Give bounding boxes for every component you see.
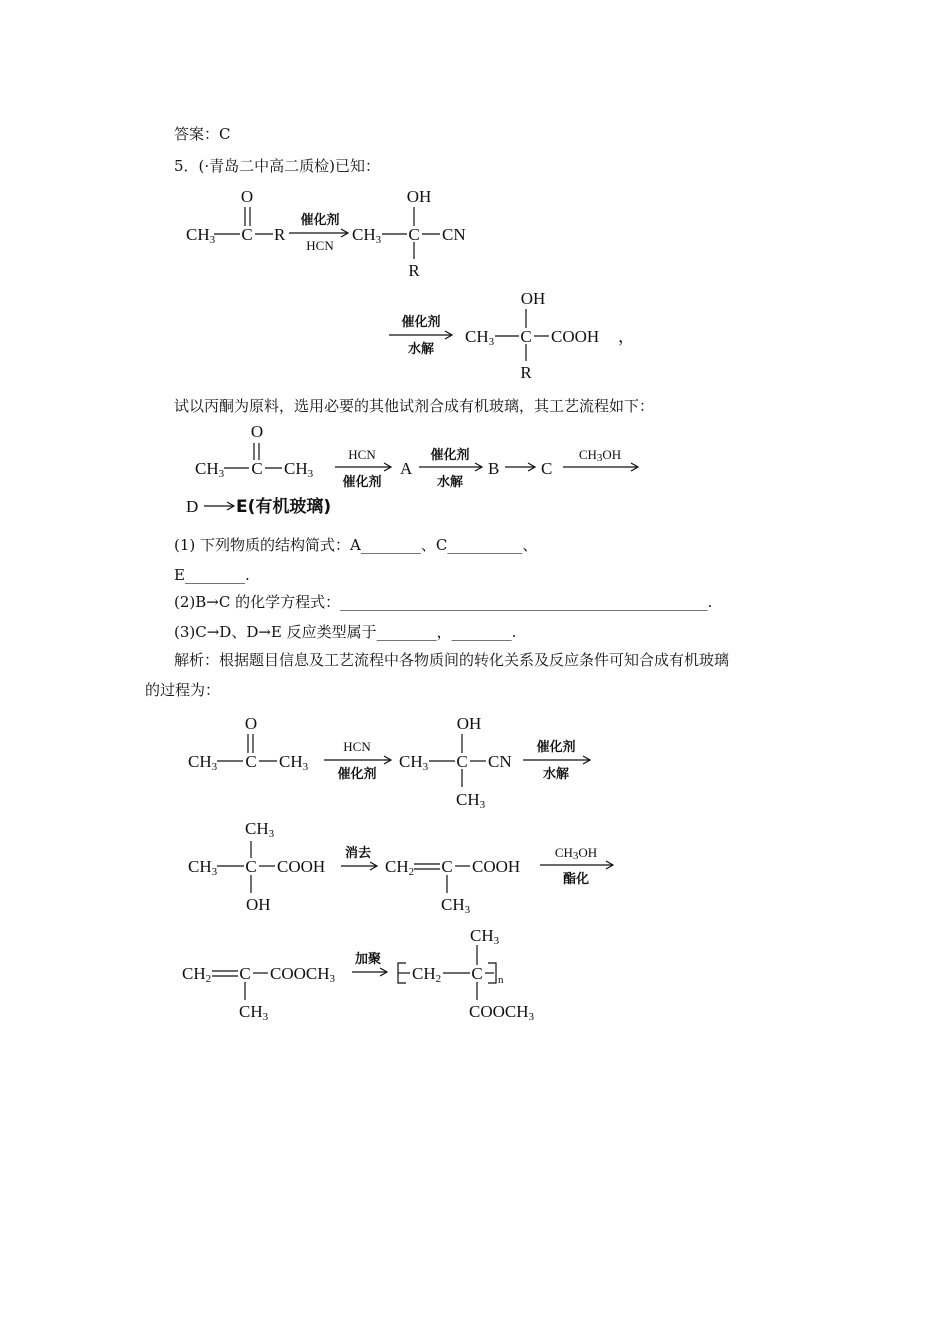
methyl-group: CH3: [245, 819, 275, 840]
arrow-label-bottom: 酯化: [562, 872, 590, 887]
hydroxyl-group: OH: [520, 289, 546, 308]
carbonyl-oxygen: O: [250, 422, 264, 441]
arrow-label-top: CH3OH: [578, 447, 622, 464]
methyl-group: CH3: [186, 225, 216, 246]
methyl-group: CH3: [470, 926, 500, 947]
carbon-atom: C: [456, 752, 468, 771]
question-title: 5．(·青岛二中高二质检)已知：: [174, 157, 381, 175]
polymer-subscript-n: n: [498, 974, 504, 986]
hydroxyl-group: OH: [456, 714, 482, 733]
arrow-label-top: CH3OH: [554, 845, 598, 862]
methylene-group: CH2: [412, 964, 442, 985]
question-1a: (1) 下列物质的结构简式：A________、C__________、: [174, 536, 538, 554]
methyl-group: CH3: [284, 459, 314, 480]
methyl-group: CH3: [188, 752, 218, 773]
answer-line: 答案：C: [174, 125, 231, 143]
carbon-atom: C: [441, 857, 453, 876]
methylene-group: CH2: [182, 964, 212, 985]
carbon-atom: C: [408, 225, 420, 244]
methyl-group: CH3: [399, 752, 429, 773]
analysis-line-2: 的过程为：: [145, 681, 221, 699]
methyl-group: CH3: [279, 752, 309, 773]
hydroxyl-group: OH: [406, 187, 432, 206]
carbon-atom: C: [520, 327, 532, 346]
hydroxyl-group: OH: [246, 895, 271, 914]
arrow-label-bottom: 催化剂: [342, 475, 382, 490]
arrow-label-bottom: 催化剂: [337, 767, 377, 782]
methyl-group: CH3: [188, 857, 218, 878]
r-group: R: [274, 225, 286, 244]
arrow-label-top: 催化剂: [401, 315, 441, 330]
carboxyl-group: COOH: [277, 857, 326, 876]
question-3: (3)C→D、D→E 反应类型属于________，________.: [174, 623, 517, 641]
compound-b: B: [488, 459, 500, 478]
ester-group: COOCH3: [469, 1002, 535, 1023]
arrow-label-bottom: 水解: [436, 475, 464, 490]
methyl-group: CH3: [465, 327, 495, 348]
carbon-atom: C: [241, 225, 253, 244]
cyano-group: CN: [488, 752, 512, 771]
arrow-label-top: HCN: [348, 447, 376, 462]
methyl-group: CH3: [456, 790, 486, 811]
compound-c: C: [541, 459, 553, 478]
methyl-group: CH3: [195, 459, 225, 480]
arrow-label-top: 消去: [344, 846, 372, 861]
cyano-group: CN: [442, 225, 466, 244]
carboxyl-group: COOH: [551, 327, 600, 346]
carbon-atom: C: [245, 857, 257, 876]
task-text: 试以丙酮为原料，选用必要的其他试剂合成有机玻璃，其工艺流程如下：: [174, 397, 655, 415]
arrow-label-bottom: 水解: [407, 342, 435, 357]
r-group: R: [520, 363, 532, 382]
compound-a: A: [400, 459, 413, 478]
methyl-group: CH3: [441, 895, 471, 916]
carboxyl-group: COOH: [472, 857, 521, 876]
r-group: R: [408, 261, 420, 280]
arrow-label-top: 催化剂: [300, 213, 340, 228]
compound-e: E(有机玻璃): [236, 497, 332, 517]
question-2: (2)B→C 的化学方程式：_________________________________________________.: [174, 593, 713, 611]
arrow-label-top: 催化剂: [536, 740, 576, 755]
arrow-label-bottom: 水解: [542, 767, 570, 782]
question-1b: E________.: [174, 566, 250, 584]
compound-d: D: [186, 497, 199, 516]
carbon-atom: C: [245, 752, 257, 771]
methyl-group: CH3: [352, 225, 382, 246]
ester-group: COOCH3: [270, 964, 336, 985]
analysis-line-1: 解析：根据题目信息及工艺流程中各物质间的转化关系及反应条件可知合成有机玻璃: [174, 651, 730, 669]
comma: ，: [618, 327, 635, 346]
methylene-group: CH2: [385, 857, 415, 878]
arrow-label-top: 催化剂: [430, 448, 470, 463]
carbon-atom: C: [251, 459, 263, 478]
arrow-label-top: 加聚: [354, 952, 382, 967]
carbon-atom: C: [239, 964, 251, 983]
methyl-group: CH3: [239, 1002, 269, 1023]
arrow-label-bottom: HCN: [306, 238, 334, 253]
carbon-atom: C: [471, 964, 483, 983]
arrow-label-top: HCN: [343, 739, 371, 754]
carbonyl-oxygen: O: [240, 187, 254, 206]
carbonyl-oxygen: O: [244, 714, 258, 733]
